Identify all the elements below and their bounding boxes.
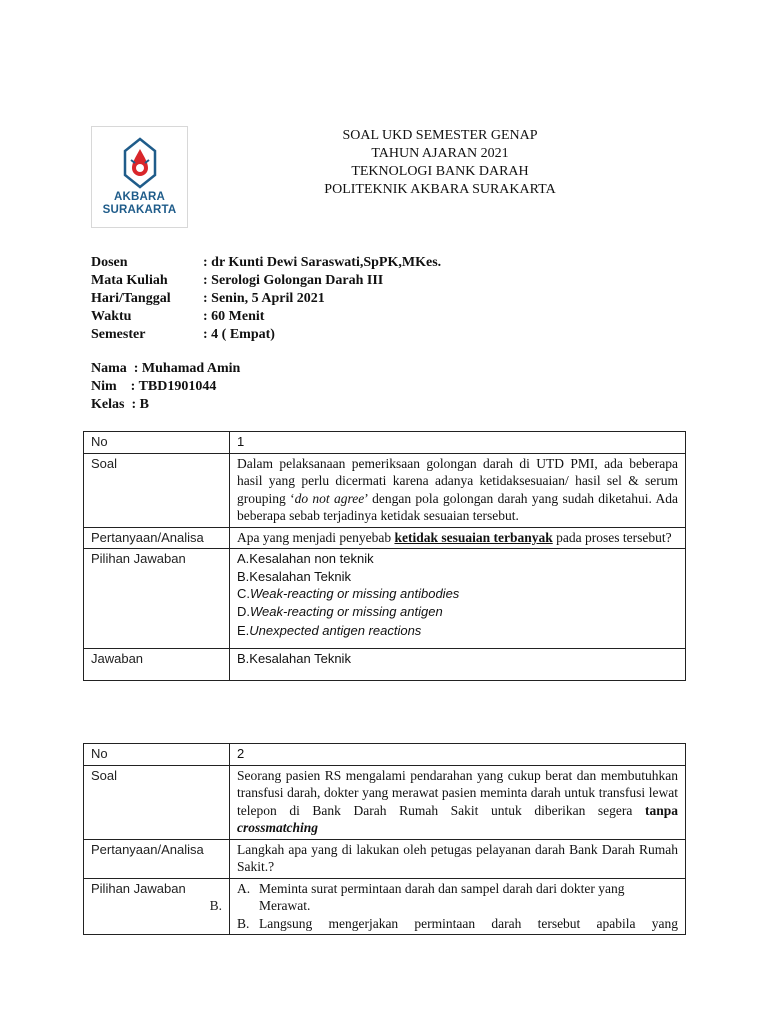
option-text: Weak-reacting or missing antigen [250,603,443,619]
question-table-1 [83,431,686,681]
document-header [270,127,610,199]
meta-row-waktu [91,308,441,326]
soal-label: Soal [84,765,230,839]
option-b [237,915,678,933]
option-text: Unexpected antigen reactions [249,623,422,638]
table-row [84,765,686,839]
option-mark: B. [237,568,250,584]
pertanyaan-text-part: Apa yang menjadi penyebab [237,529,395,545]
student-name: Nama : Muhamad Amin [91,361,241,376]
jawaban-text: B.Kesalahan Teknik [230,648,686,680]
meta-value: : 60 Menit [203,309,265,324]
meta-label: Waktu [91,309,132,324]
no-label: No [84,432,230,454]
soal-label: Soal [84,453,230,527]
student-info [91,360,240,414]
header-line-1: SOAL UKD SEMESTER GENAP [342,128,538,143]
option-text: Meminta surat permintaan darah dan sampel darah dari dokter yang Merawat. [259,880,625,913]
question-number: 1 [230,432,686,454]
table-row [84,549,686,649]
meta-row-semester [91,326,441,344]
table-row [84,648,686,680]
option-a [237,550,678,568]
table-row [84,878,686,935]
meta-label: Mata Kuliah [91,273,168,288]
meta-label: Semester [91,327,146,342]
pertanyaan-label: Pertanyaan/Analisa [84,839,230,878]
soal-text-bold: tanpa [644,802,678,818]
option-text: Langsung mengerjakan permintaan darah tersebut apabila yang [259,915,678,931]
table-row [84,453,686,527]
institution-logo [91,126,188,228]
meta-value: : 4 ( Empat) [203,327,275,342]
table-row [84,744,686,766]
option-a [237,880,678,915]
option-mark: A. [237,551,250,566]
option-mark: E. [237,623,250,638]
pilihan-label: Pilihan Jawaban [84,549,230,649]
logo-text-line1: AKBARA [113,191,166,203]
meta-value: : Senin, 5 April 2021 [203,291,325,306]
header-line-4: POLITEKNIK AKBARA SURAKARTA [324,182,556,197]
option-mark: A. [237,880,251,896]
question-table-2 [83,743,686,935]
option-mark: C. [237,586,250,601]
soal-text-part: Seorang pasien RS mengalami pendarahan yang cukup berat dan membutuhkan transfusi darah, dokter yang merawat pasien meminta darah untuk transfusi lewat telepon di Bank Darah Rumah Sakit untuk diberikan segera [237,767,678,818]
meta-label: Hari/Tanggal [91,291,171,306]
answer-options [230,549,686,649]
table-row [84,839,686,878]
soal-text [230,765,686,839]
option-text: Kesalahan Teknik [249,568,351,584]
header-line-3: TEKNOLOGI BANK DARAH [351,164,529,179]
meta-row-hari-tanggal [91,290,441,308]
answer-options [230,878,686,935]
meta-value: : dr Kunti Dewi Saraswati,SpPK,MKes. [203,255,442,270]
jawaban-label: Jawaban [84,648,230,680]
pertanyaan-text [230,527,686,549]
question-number: 2 [230,744,686,766]
meta-value: : Serologi Golongan Darah III [203,273,384,288]
soal-text-italic: do not agree [294,490,365,506]
soal-text-bold-italic: crossmatching [237,820,319,835]
meta-label: Dosen [91,255,128,270]
table-row [84,432,686,454]
pertanyaan-text-part: pada proses tersebut? [552,529,672,545]
option-mark: D. [237,603,250,619]
student-class: Kelas : B [91,397,149,412]
pilihan-label-cell [84,878,230,935]
exam-meta [91,254,441,344]
option-text: Weak-reacting or missing antibodies [250,586,460,601]
student-nim: Nim : TBD1901044 [91,379,217,394]
table-row [84,527,686,549]
header-line-2: TAHUN AJARAN 2021 [371,146,509,161]
pilihan-suffix: B. [209,898,222,913]
no-label: No [84,744,230,766]
option-mark: B. [237,915,250,931]
logo-text-line2: SURAKARTA [102,204,177,216]
soal-text-part: ’ dengan pola golongan darah yang sudah diketahui. Ada beberapa sebab terjadinya ketidak sesuaian tersebut. [237,490,678,523]
soal-text [230,453,686,527]
meta-row-dosen [91,254,441,272]
pilihan-label: Pilihan Jawaban [91,880,186,896]
blood-drop-logo-icon [122,137,158,189]
option-c [237,585,678,603]
pertanyaan-emphasis: ketidak sesuaian terbanyak [394,529,553,545]
option-d [237,603,678,621]
soal-text-part: Dalam pelaksanaan pemeriksaan golongan darah di UTD PMI, ada beberapa hasil yang perlu dicermati karena adanya ketidaksesuaian/ hasil sel & serum grouping ‘ [237,455,678,506]
meta-row-mata-kuliah [91,272,441,290]
option-e [237,622,678,640]
option-text: Kesalahan non teknik [249,551,374,566]
pertanyaan-text: Langkah apa yang di lakukan oleh petugas pelayanan darah Bank Darah Rumah Sakit.? [230,839,686,878]
pertanyaan-label: Pertanyaan/Analisa [84,527,230,549]
option-b [237,568,678,586]
